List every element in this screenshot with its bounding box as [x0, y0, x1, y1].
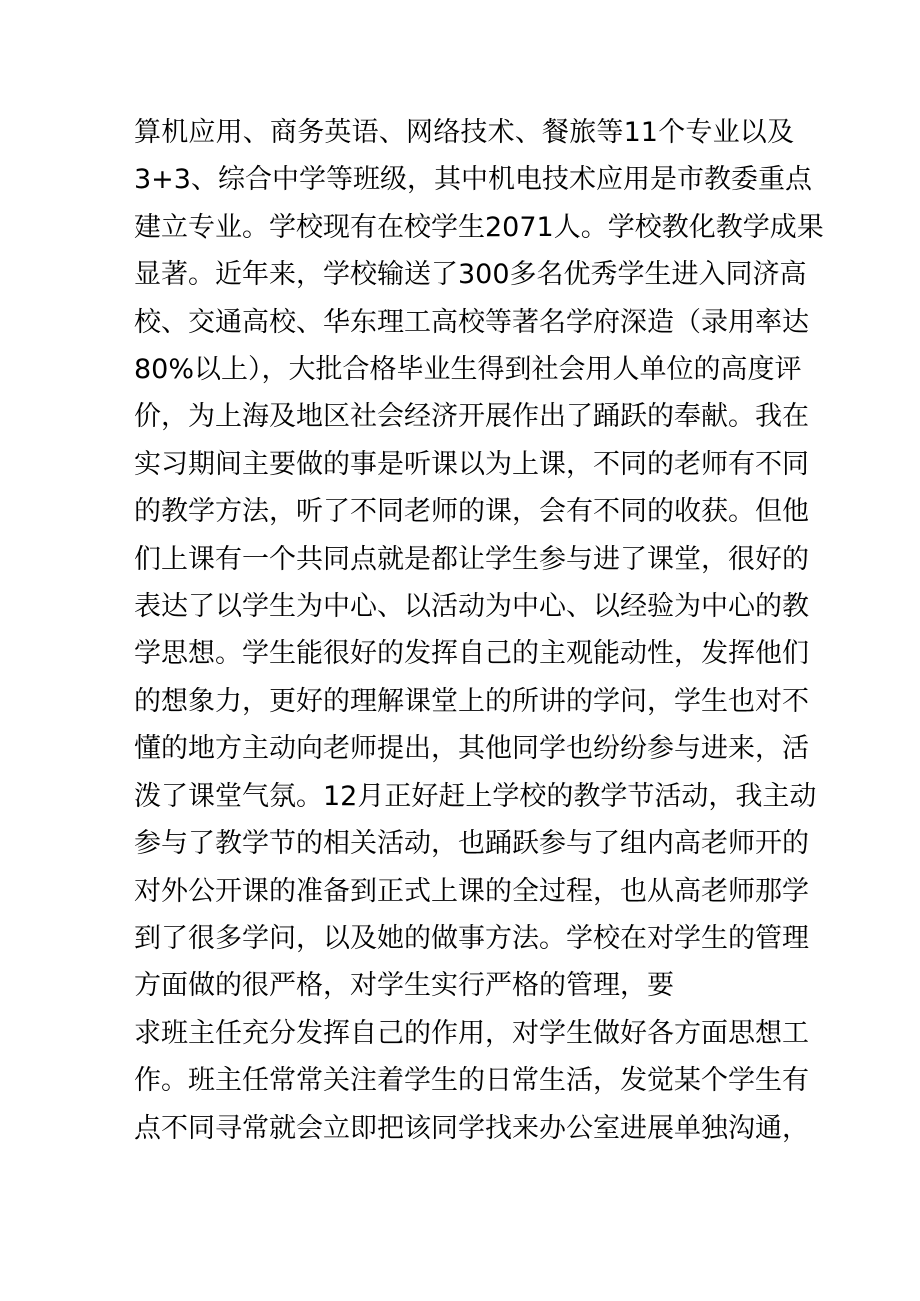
text-line: 到了很多学问，以及她的做事方法。学校在对学生的管理	[134, 922, 809, 954]
text-line: 求班主任充分发挥自己的作用，对学生做好各方面思想工	[134, 1017, 809, 1049]
text-line: 表达了以学生为中心、以活动为中心、以经验为中心的教	[134, 591, 809, 623]
text-line: 算机应用、商务英语、网络技术、餐旅等11个专业以及	[134, 117, 794, 148]
text-line: 们上课有一个共同点就是都让学生参与进了课堂，很好的	[134, 543, 809, 575]
text-line: 作。班主任常常关注着学生的日常生活，发觉某个学生有	[134, 1065, 809, 1097]
text-line: 懂的地方主动向老师提出，其他同学也纷纷参与进来，活	[134, 733, 809, 765]
text-line: 方面做的很严格，对学生实行严格的管理，要	[134, 970, 674, 1002]
text-line: 校、交通高校、华东理工高校等著名学府深造（录用率达	[134, 306, 809, 338]
text-line: 泼了课堂气氛。12月正好赶上学校的教学节活动，我主动	[134, 780, 817, 812]
text-line: 价，为上海及地区社会经济开展作出了踊跃的奉献。我在	[134, 401, 809, 433]
text-line: 建立专业。学校现有在校学生2071人。学校教化教学成果	[134, 211, 824, 243]
text-line: 参与了教学节的相关活动，也踊跃参与了组内高老师开的	[134, 828, 809, 860]
text-line: 的教学方法，听了不同老师的课，会有不同的收获。但他	[134, 496, 809, 528]
text-line: 对外公开课的准备到正式上课的全过程，也从高老师那学	[134, 875, 809, 907]
text-line: 点不同寻常就会立即把该同学找来办公室进展单独沟通，	[134, 1112, 809, 1144]
text-line: 3+3、综合中学等班级，其中机电技术应用是市教委重点	[134, 164, 812, 196]
text-line: 80%以上），大批合格毕业生得到社会用人单位的高度评	[134, 354, 802, 386]
text-line: 实习期间主要做的事是听课以为上课，不同的老师有不同	[134, 448, 809, 480]
text-line: 的想象力，更好的理解课堂上的所讲的学问，学生也对不	[134, 685, 809, 717]
body-paragraph	[134, 109, 824, 1152]
text-line: 显著。近年来，学校输送了300多名优秀学生进入同济高	[134, 259, 807, 291]
text-line: 学思想。学生能很好的发挥自己的主观能动性，发挥他们	[134, 638, 809, 670]
